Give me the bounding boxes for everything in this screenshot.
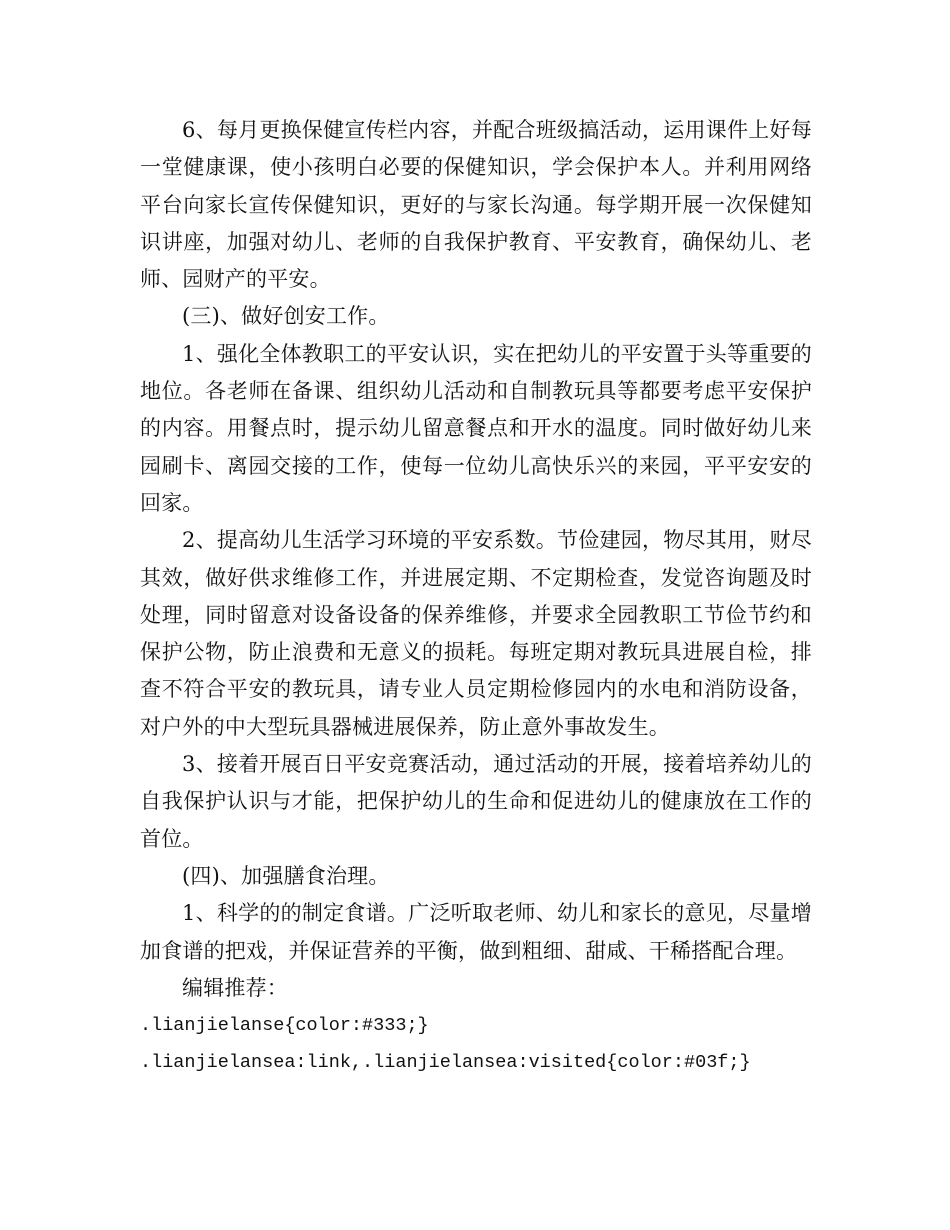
paragraph-menu-planning: 1、科学的的制定食谱。广泛听取老师、幼儿和家长的意见，尽量增加食谱的把戏，并保证营养的平衡，做到粗细、甜咸、干稀搭配合理。 [140, 901, 812, 963]
paragraph-health-promotion: 6、每月更换保健宣传栏内容，并配合班级搞活动，运用课件上好每一堂健康课，使小孩明白必要的保健知识，学会保护本人。并利用网络平台向家长宣传保健知识，更好的与家长沟通。每学期开展一次保健知识讲座，加强对幼儿、老师的自我保护教育、平安教育，确保幼儿、老师、园财产的平安。 [140, 118, 812, 292]
section-heading-safety: (三)、做好创安工作。 [182, 304, 390, 329]
paragraph-safety-competition: 3、接着开展百日平安竞赛活动，通过活动的开展，接着培养幼儿的自我保护认识与才能，把保护幼儿的生命和促进幼儿的健康放在工作的首位。 [140, 752, 812, 851]
paragraph-safety-awareness: 1、强化全体教职工的平安认识，实在把幼儿的平安置于头等重要的地位。各老师在备课、组织幼儿活动和自制教玩具等都要考虑平安保护的内容。用餐点时，提示幼儿留意餐点和开水的温度。同时做好幼儿来园刷卡、离园交接的工作，使每一位幼儿高快乐兴的来园，平平安安的回家。 [140, 341, 812, 515]
css-code-line: .lianjielansea:link,.lianjielansea:visited{color:#03f;} [140, 1052, 751, 1074]
editor-recommend-label: 编辑推荐： [182, 975, 288, 1000]
section-heading-meals: (四)、加强膳食治理。 [182, 863, 390, 888]
document-page [140, 112, 812, 1082]
css-code-line: .lianjielanse{color:#333;} [140, 1015, 429, 1037]
paragraph-environment-safety: 2、提高幼儿生活学习环境的平安系数。节俭建园，物尽其用，财尽其效，做好供求维修工作，并进展定期、不定期检查，发觉咨询题及时处理，同时留意对设备设备的保养维修，并要求全园教职工节俭节约和保护公物，防止浪费和无意义的损耗。每班定期对教玩具进展自检，排查不符合平安的教玩具，请专业人员定期检修园内的水电和消防设备，对户外的中大型玩具器械进展保养，防止意外事故发生。 [140, 528, 812, 739]
